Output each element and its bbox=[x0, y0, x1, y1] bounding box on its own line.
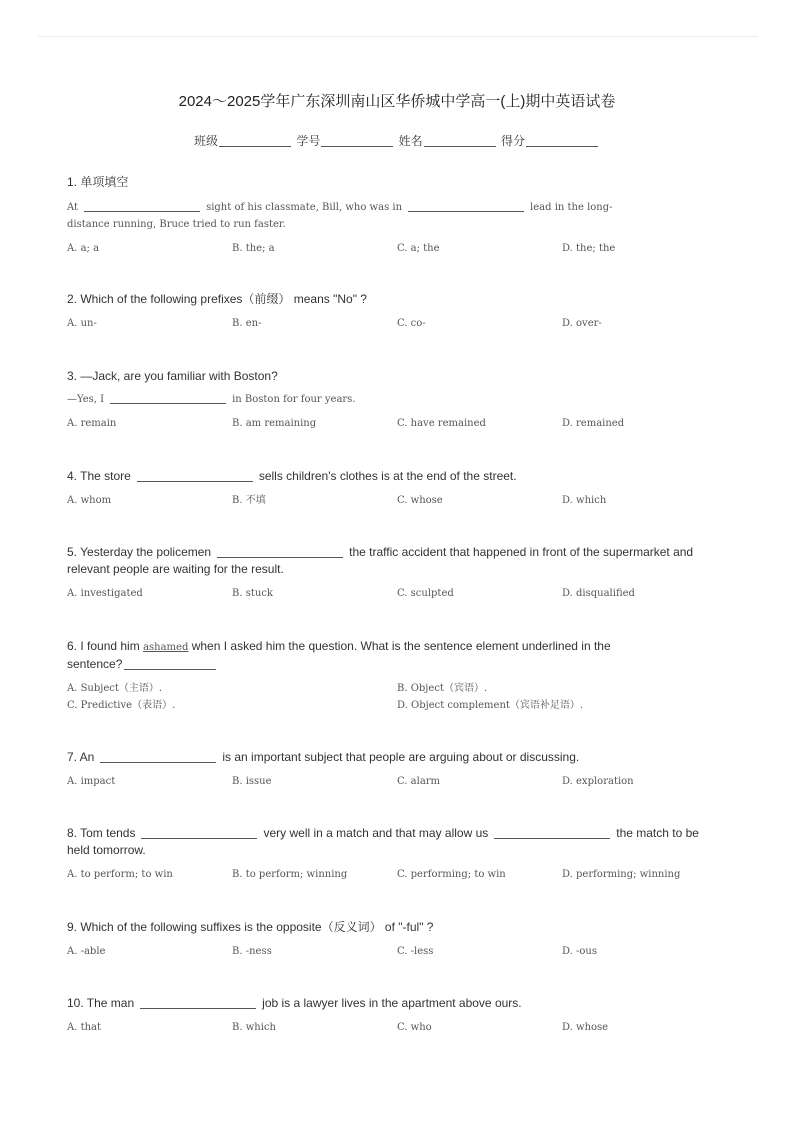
question-8-line2: held tomorrow. bbox=[67, 843, 146, 857]
option-d[interactable]: D. -ous bbox=[562, 946, 597, 957]
q8-text-c: the match to be bbox=[616, 826, 699, 840]
q1-text-c: lead in the long- bbox=[530, 202, 613, 213]
q1-text-b: sight of his classmate, Bill, who was in bbox=[206, 202, 403, 213]
question-10 bbox=[67, 995, 737, 1036]
q1-blank-1[interactable] bbox=[84, 200, 200, 212]
q7-text-a: 7. An bbox=[67, 750, 95, 764]
option-c[interactable]: C. who bbox=[397, 1022, 432, 1033]
option-b[interactable]: B. stuck bbox=[232, 588, 273, 599]
number-blank[interactable] bbox=[321, 134, 393, 147]
option-b[interactable]: B. which bbox=[232, 1022, 276, 1033]
option-c[interactable]: C. whose bbox=[397, 495, 443, 506]
question-1-heading: 1. 单项填空 bbox=[67, 175, 129, 189]
question-1-line2: distance running, Bruce tried to run faster. bbox=[67, 219, 286, 230]
option-b[interactable]: B. the; a bbox=[232, 243, 275, 254]
option-d[interactable]: D. the; the bbox=[562, 243, 616, 254]
question-3-stem: 3. —Jack, are you familiar with Boston? bbox=[67, 369, 278, 383]
option-d[interactable]: D. whose bbox=[562, 1022, 609, 1033]
option-b[interactable]: B. -ness bbox=[232, 946, 272, 957]
option-b[interactable]: B. en- bbox=[232, 318, 262, 329]
option-b[interactable]: B. to perform; winning bbox=[232, 869, 348, 880]
option-c[interactable]: C. performing; to win bbox=[397, 869, 506, 880]
option-c[interactable]: C. Predictive（表语）. bbox=[67, 700, 176, 711]
question-1-line1 bbox=[67, 199, 737, 216]
option-d[interactable]: D. over- bbox=[562, 318, 602, 329]
option-d[interactable]: D. Object complement（宾语补足语）. bbox=[397, 700, 584, 711]
option-a[interactable]: A. investigated bbox=[67, 588, 143, 599]
q8-blank-1[interactable] bbox=[141, 827, 257, 839]
option-a[interactable]: A. impact bbox=[67, 776, 116, 787]
q10-blank[interactable] bbox=[140, 997, 256, 1009]
question-5-options bbox=[67, 585, 737, 602]
option-c[interactable]: C. have remained bbox=[397, 418, 486, 429]
option-c[interactable]: C. alarm bbox=[397, 776, 441, 787]
option-b[interactable]: B. Object（宾语）. bbox=[397, 683, 488, 694]
q3-blank[interactable] bbox=[110, 392, 226, 404]
q10-text-a: 10. The man bbox=[67, 996, 135, 1010]
q8-blank-2[interactable] bbox=[494, 827, 610, 839]
option-d[interactable]: D. performing; winning bbox=[562, 869, 681, 880]
q8-text-b: very well in a match and that may allow us bbox=[263, 826, 489, 840]
option-a[interactable]: A. un- bbox=[67, 318, 97, 329]
q7-blank[interactable] bbox=[100, 751, 216, 763]
option-d[interactable]: D. exploration bbox=[562, 776, 634, 787]
q5-blank[interactable] bbox=[217, 546, 343, 558]
question-4-options bbox=[67, 492, 737, 509]
question-1 bbox=[67, 174, 737, 257]
option-c[interactable]: C. -less bbox=[397, 946, 434, 957]
question-6-options bbox=[67, 680, 737, 714]
q5-text-b: the traffic accident that happened in front of the supermarket and bbox=[349, 545, 694, 559]
question-7 bbox=[67, 749, 737, 790]
option-d[interactable]: D. which bbox=[562, 495, 607, 506]
q8-text-a: 8. Tom tends bbox=[67, 826, 136, 840]
question-4-stem bbox=[67, 468, 737, 485]
question-9-stem: 9. Which of the following suffixes is the opposite（反义词） of "-ful" ? bbox=[67, 920, 434, 934]
option-b[interactable]: B. 不填 bbox=[232, 495, 266, 506]
top-rule bbox=[38, 36, 758, 37]
q4-text-b: sells children's clothes is at the end of the street. bbox=[258, 469, 517, 483]
q4-text-a: 4. The store bbox=[67, 469, 131, 483]
option-c[interactable]: C. sculpted bbox=[397, 588, 454, 599]
question-7-options bbox=[67, 773, 737, 790]
option-a[interactable]: A. to perform; to win bbox=[67, 869, 173, 880]
score-label: 得分 bbox=[501, 134, 526, 148]
option-a[interactable]: A. a; a bbox=[67, 243, 100, 254]
q6-text-b: when I asked him the question. What is the sentence element underlined in the bbox=[191, 639, 611, 653]
question-6-line2 bbox=[67, 656, 737, 673]
question-10-stem bbox=[67, 995, 737, 1012]
question-10-options bbox=[67, 1019, 737, 1036]
question-6 bbox=[67, 638, 737, 714]
question-5 bbox=[67, 544, 737, 602]
question-2-stem: 2. Which of the following prefixes（前缀） means "No" ? bbox=[67, 292, 367, 306]
question-9-options bbox=[67, 943, 737, 960]
q5-text-a: 5. Yesterday the policemen bbox=[67, 545, 212, 559]
question-4 bbox=[67, 468, 737, 509]
q7-text-b: is an important subject that people are arguing about or discussing. bbox=[222, 750, 580, 764]
q6-text-a: 6. I found him bbox=[67, 639, 140, 653]
question-5-stem bbox=[67, 544, 737, 561]
q3-text-a: —Yes, I bbox=[67, 394, 105, 405]
question-6-stem bbox=[67, 638, 737, 656]
q1-blank-2[interactable] bbox=[408, 200, 524, 212]
question-7-stem bbox=[67, 749, 737, 766]
number-label: 学号 bbox=[296, 134, 321, 148]
score-blank[interactable] bbox=[526, 134, 598, 147]
student-info-line bbox=[0, 132, 794, 149]
q6-text-c: sentence? bbox=[67, 657, 123, 671]
question-1-options bbox=[67, 240, 737, 257]
class-blank[interactable] bbox=[219, 134, 291, 147]
option-a[interactable]: A. Subject（主语）. bbox=[67, 683, 163, 694]
q10-text-b: job is a lawyer lives in the apartment above ours. bbox=[262, 996, 522, 1010]
question-2 bbox=[67, 291, 737, 332]
underlined-word: ashamed bbox=[143, 642, 189, 653]
option-a[interactable]: A. whom bbox=[67, 495, 112, 506]
class-label: 班级 bbox=[193, 134, 218, 148]
option-a[interactable]: A. remain bbox=[67, 418, 117, 429]
option-c[interactable]: C. co- bbox=[397, 318, 426, 329]
question-8-options bbox=[67, 866, 737, 883]
question-9 bbox=[67, 919, 737, 960]
question-2-options bbox=[67, 315, 737, 332]
option-b[interactable]: B. am remaining bbox=[232, 418, 317, 429]
name-blank[interactable] bbox=[424, 134, 496, 147]
question-5-line2: relevant people are waiting for the result. bbox=[67, 562, 284, 576]
option-a[interactable]: A. that bbox=[67, 1022, 102, 1033]
q1-text-a: At bbox=[67, 202, 79, 213]
page-title: 2024～2025学年广东深圳南山区华侨城中学高一(上)期中英语试卷 bbox=[178, 93, 616, 110]
option-b[interactable]: B. issue bbox=[232, 776, 272, 787]
option-d[interactable]: D. disqualified bbox=[562, 588, 635, 599]
question-8-stem bbox=[67, 825, 737, 842]
q6-blank[interactable] bbox=[124, 658, 216, 670]
q3-text-b: in Boston for four years. bbox=[232, 394, 356, 405]
name-label: 姓名 bbox=[398, 134, 423, 148]
question-3-options bbox=[67, 415, 737, 432]
question-3 bbox=[67, 368, 737, 432]
option-a[interactable]: A. -able bbox=[67, 946, 106, 957]
option-c[interactable]: C. a; the bbox=[397, 243, 440, 254]
q4-blank[interactable] bbox=[137, 470, 253, 482]
option-d[interactable]: D. remained bbox=[562, 418, 625, 429]
question-3-reply bbox=[67, 391, 737, 408]
question-8 bbox=[67, 825, 737, 883]
